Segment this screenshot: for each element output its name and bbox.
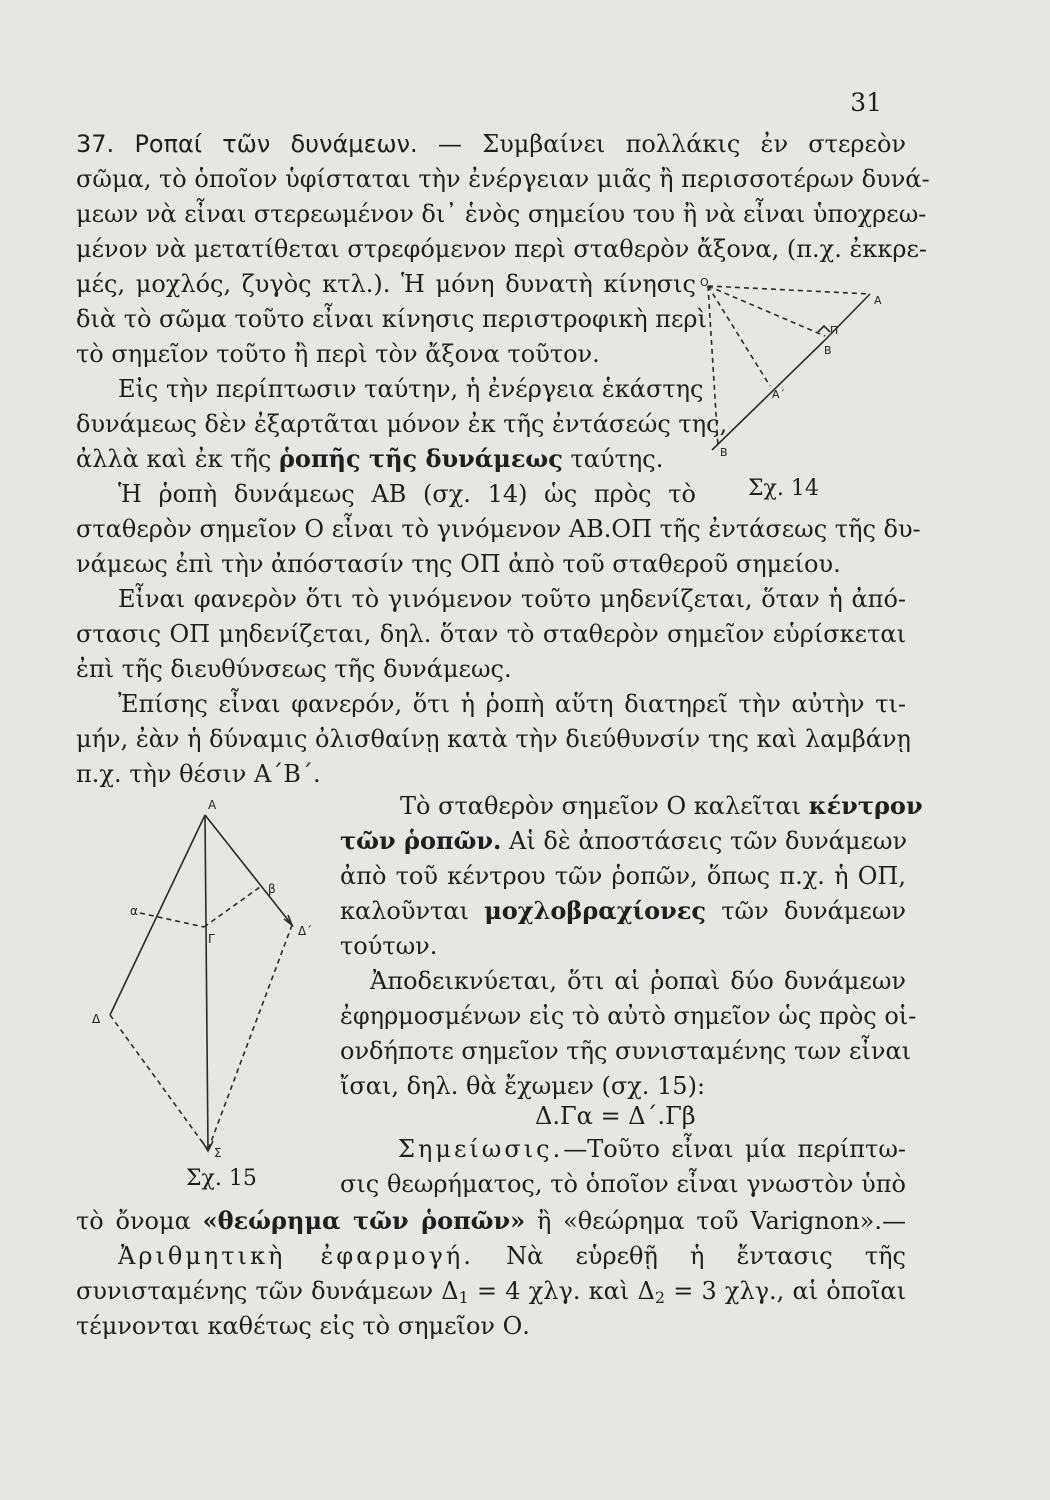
fig14-caption: Σχ. 14 bbox=[748, 476, 819, 501]
note-line1 bbox=[398, 1133, 906, 1165]
fig15-label-S: Σ bbox=[214, 1146, 222, 1160]
fig14-label-Bp: B bbox=[720, 446, 728, 459]
fig14-line-OBp bbox=[708, 286, 718, 446]
fig15-label-A: A bbox=[208, 798, 217, 812]
para1-line4: μένον νὰ μετατίθεται στρεφόμενον περὶ σταθερὸν ἄξονα, (π.χ. ἐκκρε- bbox=[76, 235, 927, 263]
application-line2-a: συνισταμένης τῶν δυνάμεων Δ bbox=[76, 1277, 459, 1305]
fig15-label-b: β bbox=[268, 882, 276, 896]
fig14-label-A: A bbox=[874, 294, 882, 307]
moment-term: ῥοπῆς τῆς δυνάμεως bbox=[278, 444, 563, 473]
para5-line1: Ἐπίσης εἶναι φανερόν, ὅτι ἡ ῥοπὴ αὕτη διατηρεῖ τὴν αὐτὴν τι- bbox=[118, 690, 906, 718]
para3-line1: Ἡ ῥοπὴ δυνάμεως ΑΒ (σχ. 14) ὡς πρὸς τὸ bbox=[118, 480, 696, 508]
fig15-force-D bbox=[110, 815, 205, 1015]
fig15-parallel-1 bbox=[110, 1015, 208, 1150]
center-of-moments-term: κέντρον bbox=[808, 791, 923, 820]
fig15-label-a: α bbox=[130, 904, 138, 918]
fig15-label-D: Δ bbox=[92, 1012, 101, 1026]
fig15-resultant bbox=[205, 815, 208, 1150]
fig15-force-Dp bbox=[205, 815, 292, 925]
para1-line2: σῶμα, τὸ ὁποῖον ὑφίσταται τὴν ἐνέργειαν μιᾶς ἢ περισσοτέρων δυνά- bbox=[76, 165, 930, 193]
section-number: 37. bbox=[76, 130, 115, 158]
formula: Δ.Γα = Δ΄.Γβ bbox=[535, 1102, 696, 1130]
para1-line6: διὰ τὸ σῶμα τοῦτο εἶναι κίνησις περιστροφικὴ περὶ bbox=[76, 305, 707, 333]
fig14-force-ApBp bbox=[712, 340, 825, 450]
theorem-name: «θεώρημα τῶν ῥοπῶν» bbox=[202, 1206, 526, 1235]
para4-line2: στασις ΟΠ μηδενίζεται, δηλ. ὅταν τὸ σταθερὸν σημεῖον εὑρίσκεται bbox=[76, 620, 906, 648]
lever-arm-term: μοχλοβραχίονες bbox=[484, 896, 707, 925]
para6-line5: τούτων. bbox=[340, 932, 438, 960]
para2-line3-post: ταύτης. bbox=[570, 445, 664, 473]
fig14-label-B: B bbox=[824, 344, 832, 357]
application-label: Ἀριθμητικὴ ἐφαρμογή. bbox=[118, 1242, 474, 1270]
application-line1 bbox=[118, 1240, 906, 1272]
application-line2 bbox=[76, 1275, 906, 1314]
para7-line1: Ἀποδεικνύεται, ὅτι αἱ ῥοπαὶ δύο δυνάμεων bbox=[370, 967, 906, 995]
fig15-arm-Gb bbox=[204, 887, 260, 927]
note-line2: σις θεωρήματος, τὸ ὁποῖον εἶναι γνωστὸν ὑπὸ bbox=[340, 1170, 906, 1198]
subscript-1: 1 bbox=[458, 1288, 469, 1307]
figure-15 bbox=[80, 795, 330, 1160]
fig14-label-P: Π bbox=[830, 324, 839, 337]
para2-line2: δυνάμεως δὲν ἐξαρτᾶται μόνον ἐκ τῆς ἐντάσεώς της, bbox=[76, 410, 728, 438]
para1-line1: — Συμβαίνει πολλάκις ἐν στερεὸν bbox=[437, 130, 906, 158]
subscript-2: 2 bbox=[654, 1288, 665, 1307]
note-line3-pre: τὸ ὄνομα bbox=[76, 1207, 191, 1235]
application-line2-b: = 4 χλγ. καὶ Δ bbox=[477, 1277, 655, 1305]
para5-line2: μήν, ἐὰν ἡ δύναμις ὀλισθαίνῃ κατὰ τὴν διεύθυνσίν της καὶ λαμβάνῃ bbox=[76, 725, 911, 753]
fig14-label-Ap: A΄ bbox=[772, 388, 786, 401]
para4-line1: Εἶναι φανερὸν ὅτι τὸ γινόμενον τοῦτο μηδενίζεται, ὅταν ἡ ἀπό- bbox=[118, 585, 906, 613]
para1-line5: μές, μοχλός, ζυγὸς κτλ.). Ἡ μόνη δυνατὴ κίνησις bbox=[76, 270, 696, 298]
figure-14 bbox=[700, 278, 890, 468]
application-line2-c: = 3 χλγ., αἱ ὁποῖαι bbox=[673, 1277, 906, 1305]
para6-line3: ἀπὸ τοῦ κέντρου τῶν ῥοπῶν, ὅπως π.χ. ἡ ΟΠ, bbox=[340, 862, 906, 890]
para1-line7: τὸ σημεῖον τοῦτο ἢ περὶ τὸν ἄξονα τοῦτον. bbox=[76, 340, 600, 368]
section-first-line bbox=[76, 128, 906, 160]
para7-line3: ονδήποτε σημεῖον τῆς συνισταμένης των εἶναι bbox=[340, 1037, 912, 1065]
para6-line1-pre: Τὸ σταθερὸν σημεῖον Ο καλεῖται bbox=[400, 792, 801, 820]
note-label: Σημείωσις. bbox=[398, 1135, 564, 1163]
para1-line3: μεων νὰ εἶναι στερεωμένον δι᾽ ἑνὸς σημείου του ἢ νὰ εἶναι ὑποχρεω- bbox=[76, 200, 927, 228]
para6-line4-post: τῶν δυνάμεων bbox=[721, 897, 906, 925]
para2-line1: Εἰς τὴν περίπτωσιν ταύτην, ἡ ἐνέργεια ἑκάστης bbox=[118, 375, 704, 403]
para5-line3: π.χ. τὴν θέσιν Α΄Β΄. bbox=[76, 760, 321, 788]
fig15-parallel-2 bbox=[208, 925, 292, 1150]
fig14-right-angle bbox=[818, 326, 830, 332]
application-line3: τέμνονται καθέτως εἰς τὸ σημεῖον Ο. bbox=[76, 1312, 530, 1340]
fig15-arm-Ga bbox=[140, 913, 204, 927]
para2-line3-pre: ἀλλὰ καὶ ἐκ τῆς bbox=[76, 445, 272, 473]
para7-line2: ἐφηρμοσμένων εἰς τὸ αὐτὸ σημεῖον ὡς πρὸς οἱ- bbox=[340, 1002, 917, 1030]
center-of-moments-term-2: τῶν ῥοπῶν. bbox=[340, 826, 502, 855]
page-number: 31 bbox=[850, 88, 882, 117]
section-heading: Ροπαί τῶν δυνάμεων. bbox=[134, 130, 418, 158]
fig15-label-Dp: Δ΄ bbox=[298, 924, 313, 938]
fig14-line-OP bbox=[708, 286, 825, 336]
fig15-label-G: Γ bbox=[208, 932, 215, 946]
para6-line1 bbox=[400, 790, 923, 822]
fig14-line-OAp bbox=[708, 286, 770, 386]
para6-line2 bbox=[340, 825, 906, 857]
note-line1-rest: —Τοῦτο εἶναι μία περίπτω- bbox=[563, 1135, 906, 1163]
para6-line4-pre: καλοῦνται bbox=[340, 897, 469, 925]
fig14-label-O: O bbox=[700, 278, 709, 289]
note-line3 bbox=[76, 1205, 906, 1237]
para7-line4: ἴσαι, δηλ. θὰ ἔχωμεν (σχ. 15): bbox=[340, 1072, 706, 1100]
para6-line2-post: Αἱ δὲ ἀποστάσεις τῶν δυνάμεων bbox=[509, 827, 908, 855]
para4-line3: ἐπὶ τῆς διευθύνσεως τῆς δυνάμεως. bbox=[76, 655, 512, 683]
fig15-caption: Σχ. 15 bbox=[186, 1166, 257, 1191]
para2-line3 bbox=[76, 443, 696, 475]
application-line1-rest: Νὰ εὑρεθῇ ἡ ἔντασις τῆς bbox=[506, 1242, 906, 1270]
fig14-line-OA bbox=[708, 286, 870, 294]
para3-line2: σταθερὸν σημεῖον Ο εἶναι τὸ γινόμενον ΑΒ.ΟΠ τῆς ἐντάσεως τῆς δυ- bbox=[76, 515, 921, 543]
para3-line3: νάμεως ἐπὶ τὴν ἀπόστασίν της ΟΠ ἀπὸ τοῦ σταθεροῦ σημείου. bbox=[76, 550, 841, 578]
note-line3-post: ἢ «θεώρημα τοῦ Varignon».— bbox=[536, 1207, 906, 1235]
para6-line4 bbox=[340, 895, 906, 927]
